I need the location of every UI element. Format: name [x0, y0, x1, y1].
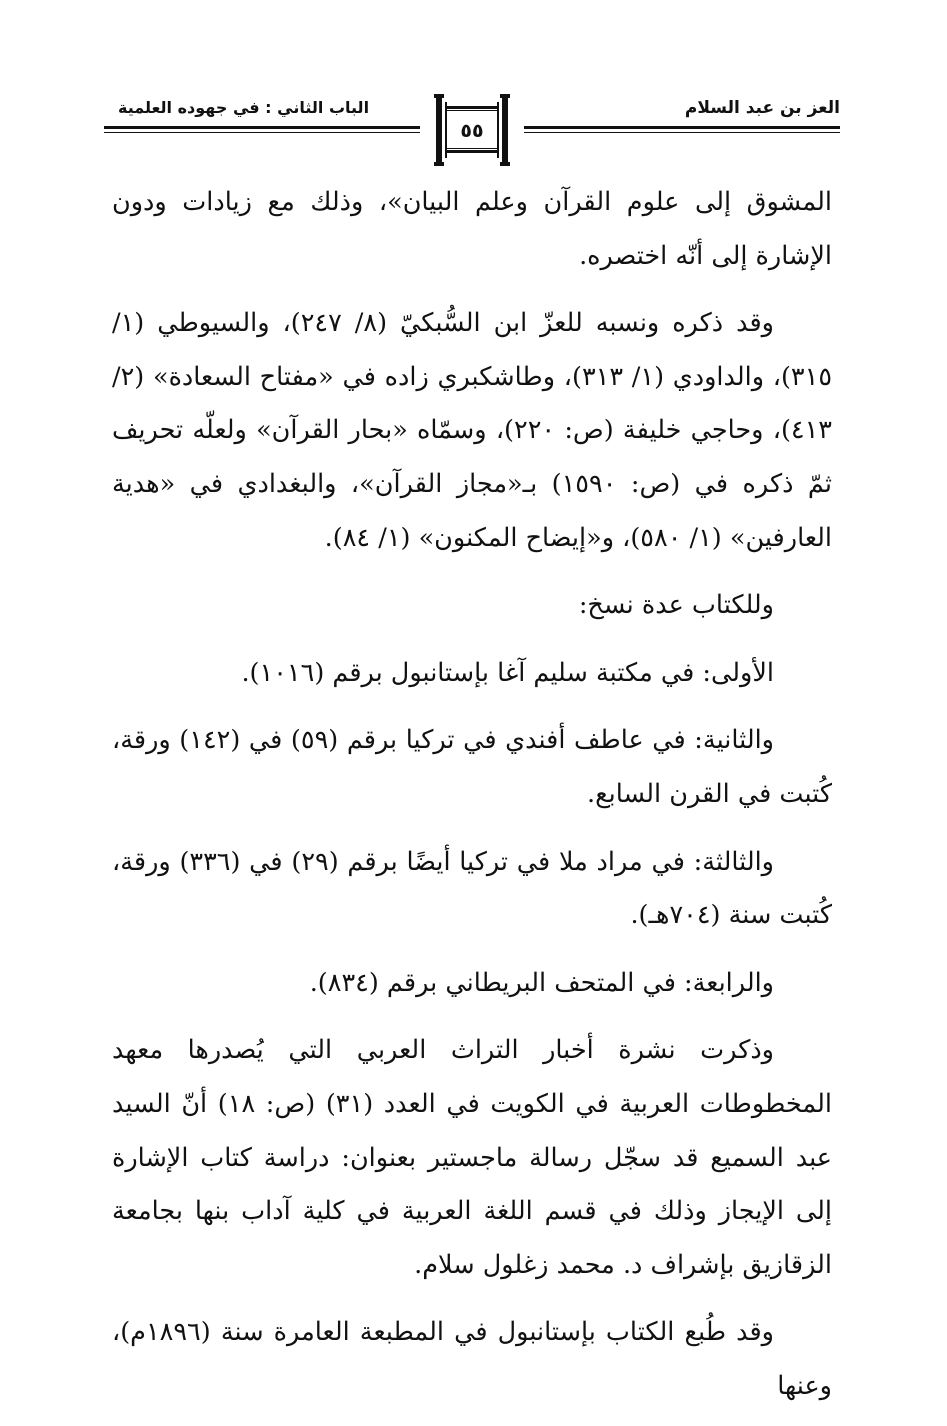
header-rule-left-thin — [104, 132, 420, 133]
page-number-frame — [434, 92, 510, 168]
chapter-title-header: الباب الثاني : في جهوده العلمية — [118, 98, 370, 117]
header-rule-left — [104, 126, 420, 129]
page-number: ٥٥ — [460, 120, 484, 142]
paragraph-6: والثالثة: في مراد ملا في تركيا أيضًا برقم (٢٩) في (٣٣٦) ورقة، كُتبت سنة (٧٠٤هـ). — [112, 846, 832, 931]
paragraph-5: والثانية: في عاطف أفندي في تركيا برقم (٥٩) في (١٤٢) ورقة، كُتبت في القرن السابع. — [112, 725, 832, 809]
book-title-header: العز بن عبد السلام — [684, 98, 840, 118]
paragraph-2: وقد ذكره ونسبه للعزّ ابن السُّبكيّ (٨/ ٢٤٧)، والسيوطي (١/ ٣١٥)، والداودي (١/ ٣١٣)، وطاشكبري زاده في «مفتاح السعادة» (٢/ ٤١٣)، وحاجي خليفة (ص: ٢٢٠)، وسمّاه «بحار القرآن» ولعلّه تحريف ثمّ ذكره في (ص: ١٥٩٠) بـ«مجاز القرآن»، والبغدادي في «هدية العارفين» (١/ ٥٨٠)، و«إيضاح المكنون» (١/ ٨٤). — [112, 308, 833, 553]
header-rule-right — [524, 126, 840, 129]
paragraph-7: والرابعة: في المتحف البريطاني برقم (٨٣٤). — [309, 967, 774, 998]
paragraph-4: الأولى: في مكتبة سليم آغا بإستانبول برقم (١٠١٦). — [241, 657, 774, 688]
page-body — [112, 176, 832, 1426]
paragraph-9: وقد طُبع الكتاب بإستانبول في المطبعة العامرة سنة (١٨٩٦م)، وعنها — [112, 1317, 832, 1401]
paragraph-3: وللكتاب عدة نسخ: — [578, 590, 774, 621]
paragraph-1: المشوق إلى علوم القرآن وعلم البيان»، وذلك مع زيادات ودون الإشارة إلى أنّه اختصره. — [112, 187, 832, 271]
paragraph-8: وذكرت نشرة أخبار التراث العربي التي يُصدرها معهد المخطوطات العربية في الكويت في العدد (٣١) (ص: ١٨) أنّ السيد عبد السميع قد سجّل رسالة ماجستير بعنوان: دراسة كتاب الإشارة إلى الإيجاز وذلك في قسم اللغة العربية في كلية آداب بنها بجامعة الزقازيق بإشراف د. محمد زغلول سلام. — [112, 1035, 832, 1280]
page-header — [104, 92, 840, 170]
header-rule-right-thin — [524, 132, 840, 133]
